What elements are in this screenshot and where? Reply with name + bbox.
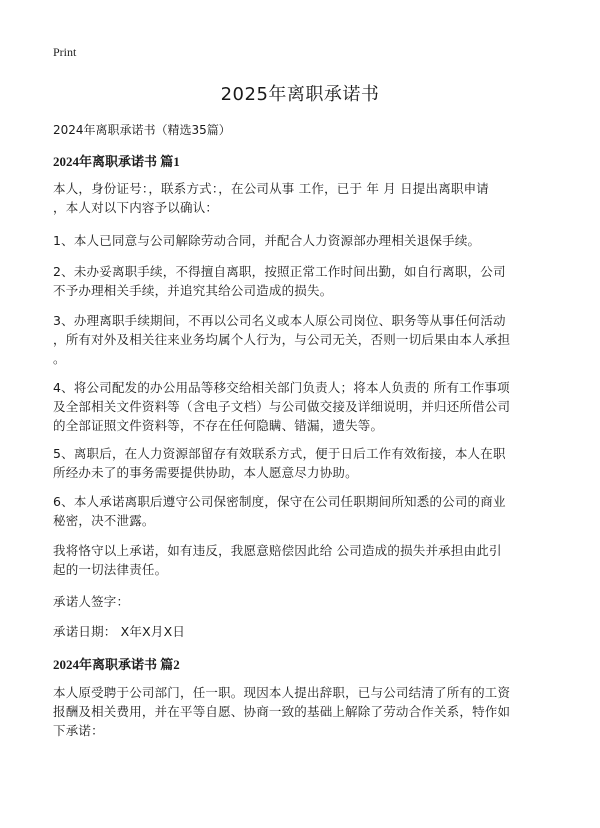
paragraph-line: 本人，身份证号：，联系方式：，在公司从事 工作，已于 年 月 日提出离职申请 (53, 181, 489, 196)
paragraph-line: ，所有对外及相关往来业务均属个人行为，与公司无关，否则一切后果由本人承担 (53, 332, 511, 347)
paragraph-line: 秘密，决不泄露。 (53, 513, 155, 528)
paragraph-line: 。 (53, 351, 66, 366)
paragraph-line: ，本人对以下内容予以确认： (53, 200, 219, 215)
paragraph-line: 不予办理相关手续，并追究其给公司造成的损失。 (53, 283, 333, 298)
section-heading-2: 2024年离职承诺书 篇2 (53, 657, 180, 672)
paragraph-item-5 (53, 444, 549, 482)
paragraph-item-1 (53, 231, 549, 250)
paragraph-intro (53, 179, 549, 217)
paragraph-line: 所经办未了的事务需要提供协助，本人愿意尽力协助。 (53, 465, 358, 480)
section-heading-1: 2024年离职承诺书 篇1 (53, 154, 180, 169)
signature-line (53, 592, 549, 611)
paragraph-line: 我将恪守以上承诺，如有违反，我愿意赔偿因此给 公司造成的损失并承担由此引 (53, 543, 502, 558)
paragraph-line: 4、将公司配发的办公用品等移交给相关部门负责人；将本人负责的 所有工作事项 (53, 380, 510, 395)
paragraph-section2-intro (53, 683, 549, 740)
paragraph-line: 起的一切法律责任。 (53, 562, 168, 577)
paragraph-line: 下承诺： (53, 723, 104, 738)
paragraph-line: 5、离职后，在人力资源部留存有效联系方式，便于日后工作有效衔接，本人在职 (53, 446, 506, 461)
paragraph-line: 的全部证照文件资料等，不存在任何隐瞒、错漏，遗失等。 (53, 418, 384, 433)
paragraph-line: 及全部相关文件资料等（含电子文档）与公司做交接及详细说明，并归还所借公司 (53, 399, 511, 414)
paragraph-item-2 (53, 262, 549, 300)
page-title: 2025年离职承诺书 (220, 84, 380, 105)
paragraph-line: 承诺日期： X年X月X日 (53, 624, 186, 639)
date-line (53, 622, 549, 641)
paragraph-line: 3、办理离职手续期间，不再以公司名义或本人原公司岗位、职务等从事任何活动 (53, 313, 506, 328)
paragraph-item-4 (53, 378, 549, 435)
print-link[interactable]: Print (53, 45, 77, 59)
paragraph-line: 本人原受聘于公司部门，任一职。现因本人提出辞职，已与公司结清了所有的工资 (53, 685, 511, 700)
paragraph-item-6 (53, 492, 549, 530)
paragraph-line: 6、本人承诺离职后遵守公司保密制度，保守在公司任职期间所知悉的公司的商业 (53, 494, 506, 509)
paragraph-commitment (53, 541, 549, 579)
paragraph-line: 承诺人签字： (53, 594, 130, 609)
paragraph-line: 1、本人已同意与公司解除劳动合同，并配合人力资源部办理相关退保手续。 (53, 233, 481, 248)
document-subtitle: 2024年离职承诺书（精选35篇） (53, 123, 231, 137)
paragraph-line: 2、未办妥离职手续，不得擅自离职，按照正常工作时间出勤，如自行离职，公司 (53, 264, 506, 279)
paragraph-line: 报酬及相关费用，并在平等自愿、协商一致的基础上解除了劳动合作关系，特作如 (53, 704, 511, 719)
paragraph-item-3 (53, 311, 549, 368)
